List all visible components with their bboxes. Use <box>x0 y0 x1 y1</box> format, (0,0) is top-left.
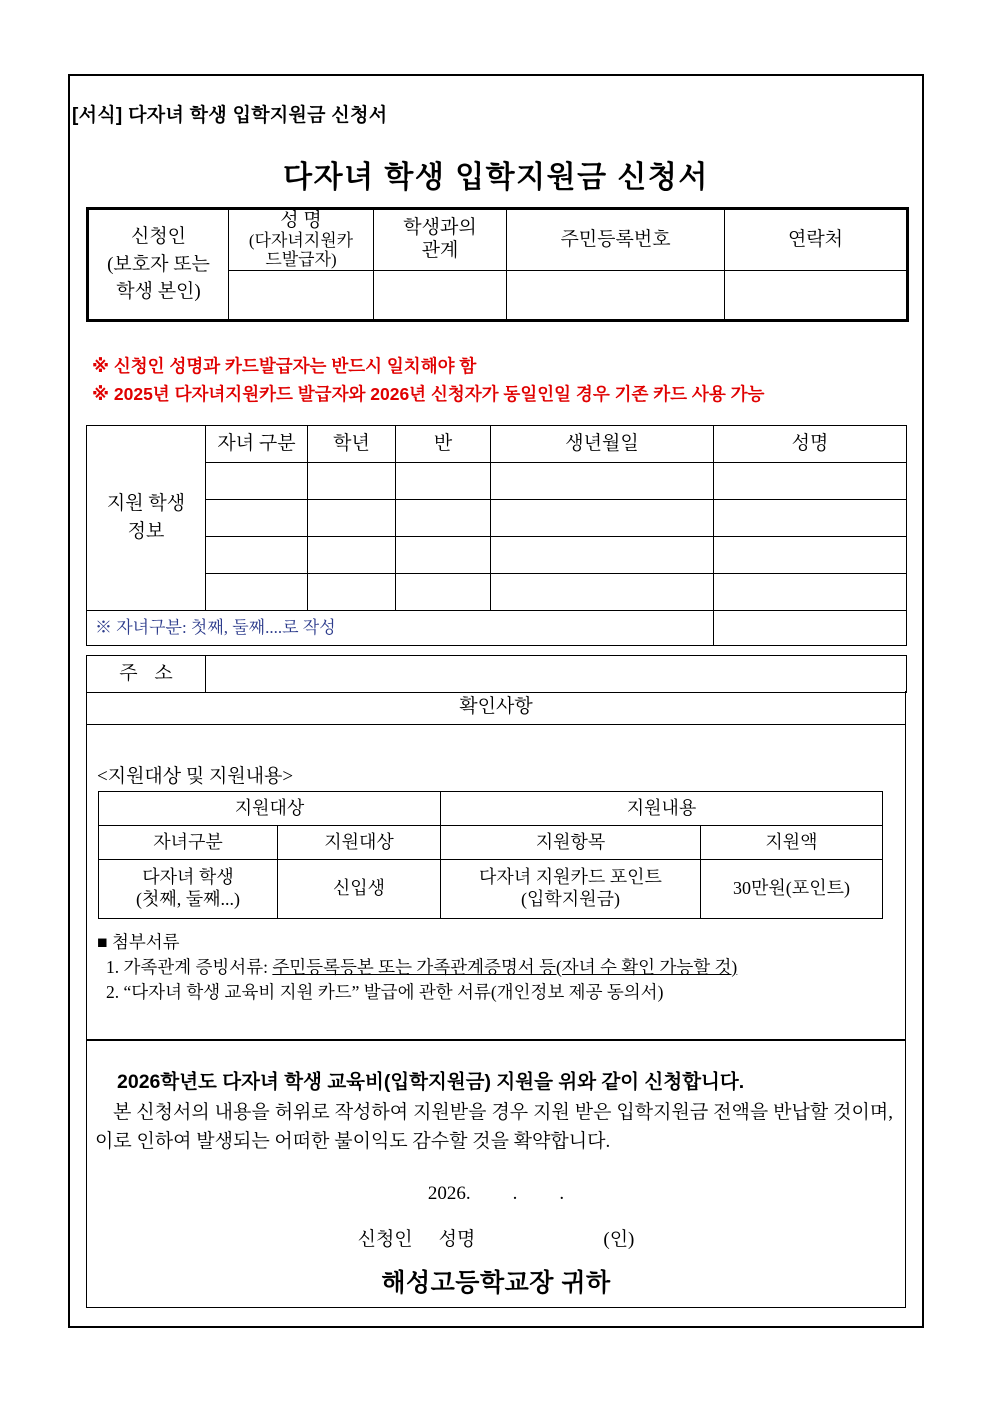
cell-child-type-line2: (첫째, 둘째...) <box>135 889 241 909</box>
applicant-label-line1: 신청인 <box>130 226 187 248</box>
field-birthdate[interactable] <box>491 463 714 500</box>
field-birthdate[interactable] <box>491 574 714 611</box>
table-row <box>87 656 907 693</box>
table-row <box>99 792 883 826</box>
attachment-item-1-underlined: 주민등록등본 또는 가족관계증명서 등(자녀 수 확인 가능할 것) <box>272 956 738 977</box>
applicant-info-table <box>86 207 909 322</box>
header-relationship-line1: 학생과의 <box>403 217 477 239</box>
cell-child-type <box>99 860 278 919</box>
table-row <box>99 826 883 860</box>
applicant-label-line2: (보호자 또는 <box>107 253 210 275</box>
declaration-date-line <box>87 1183 905 1205</box>
field-applicant-name[interactable] <box>229 270 374 320</box>
attachments-title: ■ 첨부서류 <box>97 932 180 952</box>
table-row <box>99 860 883 919</box>
field-resident-number[interactable] <box>507 270 725 320</box>
attachments-block <box>97 930 737 1005</box>
applicant-label-line3: 학생 본인) <box>116 281 201 303</box>
col-header-child-type: 자녀구분 <box>99 826 278 860</box>
field-class[interactable] <box>396 500 491 537</box>
field-class[interactable] <box>396 574 491 611</box>
date-month-dot[interactable]: . <box>512 1183 518 1204</box>
header-name-main: 성 명 <box>280 210 322 231</box>
child-order-note: ※ 자녀구분: 첫째, 둘째....로 작성 <box>87 611 714 646</box>
page-title: 다자녀 학생 입학지원금 신청서 <box>283 161 709 194</box>
signature-line <box>87 1224 905 1251</box>
cell-item <box>441 860 701 919</box>
table-row <box>87 574 907 611</box>
address-table <box>86 655 907 693</box>
notice-line-2: ※ 2025년 다자녀지원카드 발급자와 2026년 신청자가 동일인일 경우 기존 카드 사용 가능 <box>92 384 765 405</box>
header-birthdate: 생년월일 <box>491 426 714 463</box>
field-grade[interactable] <box>308 463 396 500</box>
notice-line-1: ※ 신청인 성명과 카드발급자는 반드시 일치해야 함 <box>92 356 477 376</box>
field-grade[interactable] <box>308 537 396 574</box>
confirmation-section-header: 확인사항 <box>86 691 906 725</box>
support-details-table <box>98 791 883 919</box>
declaration-box <box>86 1040 906 1308</box>
header-child-order: 자녀 구분 <box>206 426 308 463</box>
date-day-dot[interactable]: . <box>559 1183 565 1204</box>
table-row <box>87 537 907 574</box>
signature-applicant-label: 신청인 <box>357 1229 413 1250</box>
cell-child-type-line1: 다자녀 학생 <box>142 867 234 888</box>
table-row <box>87 463 907 500</box>
field-child-order[interactable] <box>206 500 308 537</box>
field-child-order[interactable] <box>206 537 308 574</box>
field-grade[interactable] <box>308 500 396 537</box>
cell-item-line1: 다자녀 지원카드 포인트 <box>479 867 662 888</box>
student-section-label <box>87 426 206 611</box>
field-child-order[interactable] <box>206 463 308 500</box>
red-notice-block <box>86 352 906 409</box>
date-year[interactable]: 2026. <box>427 1183 471 1204</box>
header-relationship <box>374 209 507 271</box>
table-row <box>87 426 907 463</box>
student-info-table <box>86 425 907 646</box>
field-class[interactable] <box>396 463 491 500</box>
field-grade[interactable] <box>308 574 396 611</box>
cell-item-line2: (입학지원금) <box>521 889 620 909</box>
declaration-paragraph-1: 2026학년도 다자녀 학생 교육비(입학지원금) 지원을 위와 같이 신청합니다. <box>117 1071 745 1093</box>
header-resident-number: 주민등록번호 <box>507 209 725 271</box>
applicant-row-label <box>88 209 229 321</box>
table-row <box>87 500 907 537</box>
col-header-item: 지원항목 <box>441 826 701 860</box>
table-row <box>88 209 908 271</box>
address-label: 주 소 <box>87 656 206 693</box>
field-birthdate[interactable] <box>491 537 714 574</box>
field-birthdate[interactable] <box>491 500 714 537</box>
group-header-target: 지원대상 <box>99 792 441 826</box>
header-grade: 학년 <box>308 426 396 463</box>
confirmation-section-body <box>86 725 906 1040</box>
attachment-item-1 <box>97 955 737 980</box>
document-form-label: [서식] 다자녀 학생 입학지원금 신청서 <box>72 105 388 126</box>
group-header-content: 지원내용 <box>441 792 883 826</box>
col-header-amount: 지원액 <box>701 826 883 860</box>
attachment-item-1-prefix: 1. 가족관계 증빙서류: <box>106 956 273 977</box>
field-student-name[interactable] <box>714 537 907 574</box>
header-student-name: 성명 <box>714 426 907 463</box>
field-child-order[interactable] <box>206 574 308 611</box>
field-class[interactable] <box>396 537 491 574</box>
header-contact: 연락처 <box>725 209 908 271</box>
header-name <box>229 209 374 271</box>
field-address[interactable] <box>206 656 907 693</box>
table-row <box>87 611 907 646</box>
student-label-line2: 정보 <box>127 521 165 542</box>
attachment-item-2: 2. “다자녀 학생 교육비 지원 카드” 발급에 관한 서류(개인정보 제공 동의서) <box>106 981 664 1002</box>
support-scope-heading: <지원대상 및 지원내용> <box>97 766 294 787</box>
field-contact[interactable] <box>725 270 908 320</box>
field-student-name[interactable] <box>714 463 907 500</box>
header-name-sub2: 드발급자) <box>265 250 337 270</box>
header-class: 반 <box>396 426 491 463</box>
header-name-sub1: (다자녀지원카 <box>248 231 354 251</box>
signature-name-label[interactable]: 성명 <box>438 1229 476 1250</box>
addressee-school: 해성고등학교장 귀하 <box>381 1269 611 1297</box>
signature-seal-label: (인) <box>603 1229 635 1250</box>
declaration-paragraph-2: 본 신청서의 내용을 허위로 작성하여 지원받을 경우 지원 받은 입학지원금 전액을 반납할 것이며, 이로 인하여 발생되는 어떠한 불이익도 감수할 것을 확약합니다. <box>95 1102 893 1152</box>
student-label-line1: 지원 학생 <box>106 493 186 515</box>
col-header-eligible: 지원대상 <box>278 826 441 860</box>
cell-eligible: 신입생 <box>278 860 441 919</box>
cell-amount: 30만원(포인트) <box>701 860 883 919</box>
field-student-name[interactable] <box>714 500 907 537</box>
header-relationship-line2: 관계 <box>421 239 459 261</box>
field-student-name[interactable] <box>714 574 907 611</box>
field-relationship[interactable] <box>374 270 507 320</box>
